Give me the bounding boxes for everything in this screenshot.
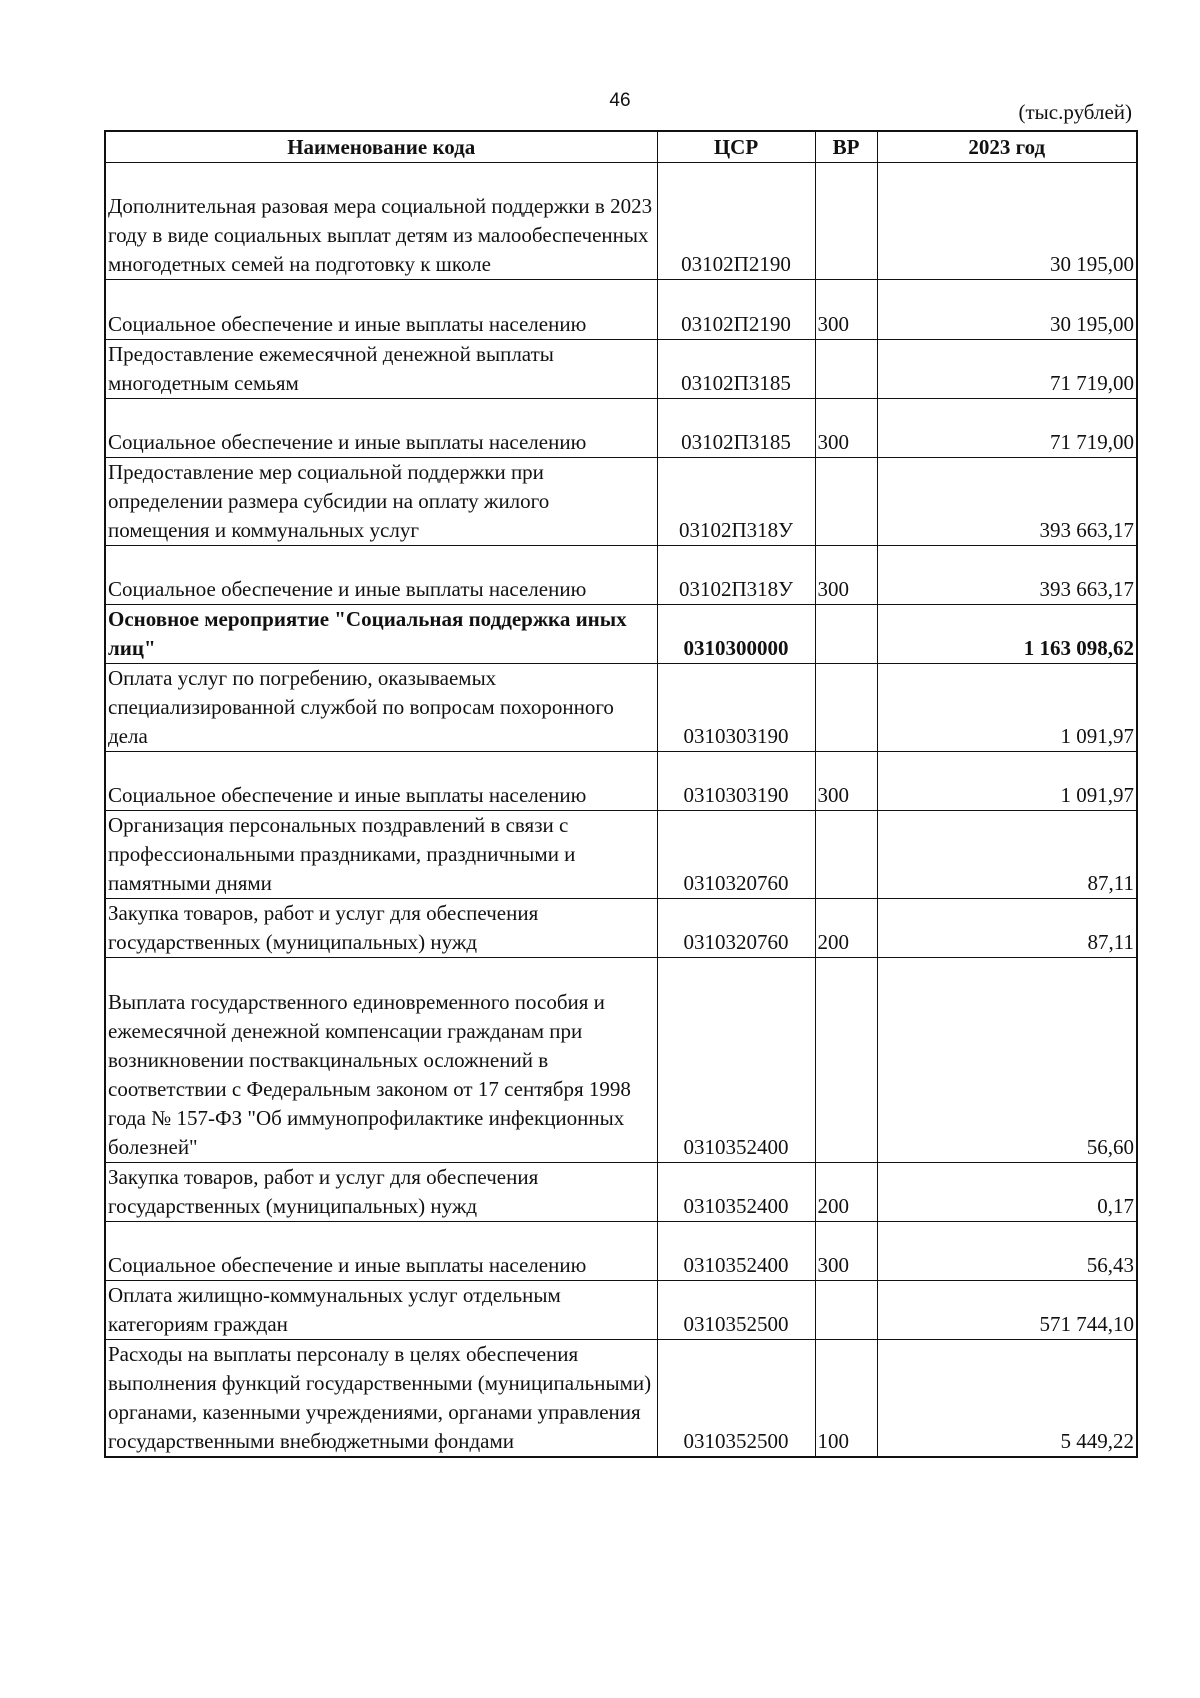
row-csr: 03102П318У	[657, 546, 815, 605]
row-name: Социальное обеспечение и иные выплаты населению	[105, 1222, 657, 1281]
row-amount: 1 091,97	[877, 664, 1137, 752]
row-vr: 300	[815, 1222, 877, 1281]
row-vr: 200	[815, 899, 877, 958]
row-amount: 87,11	[877, 899, 1137, 958]
row-name: Оплата услуг по погребению, оказываемых специализированной службой по вопросам похоронного дела	[105, 664, 657, 752]
row-csr: 03102П318У	[657, 458, 815, 546]
row-csr: 0310352400	[657, 1163, 815, 1222]
row-csr: 0310303190	[657, 752, 815, 811]
table-row	[105, 1163, 1137, 1222]
table-row	[105, 399, 1137, 458]
table-header-row	[105, 131, 1137, 163]
row-name: Социальное обеспечение и иные выплаты населению	[105, 546, 657, 605]
table-row	[105, 1281, 1137, 1340]
row-amount: 1 091,97	[877, 752, 1137, 811]
header-amount: 2023 год	[877, 131, 1137, 163]
row-csr: 03102П2190	[657, 280, 815, 340]
table-row	[105, 752, 1137, 811]
table-row	[105, 546, 1137, 605]
row-csr: 0310320760	[657, 811, 815, 899]
row-csr: 0310352500	[657, 1281, 815, 1340]
table-row	[105, 605, 1137, 664]
row-name: Социальное обеспечение и иные выплаты населению	[105, 752, 657, 811]
row-vr	[815, 163, 877, 280]
row-name: Предоставление ежемесячной денежной выплаты многодетным семьям	[105, 340, 657, 399]
table-row	[105, 340, 1137, 399]
row-name: Основное мероприятие "Социальная поддержка иных лиц"	[105, 605, 657, 664]
row-name: Предоставление мер социальной поддержки при определении размера субсидии на оплату жилого помещения и коммунальных услуг	[105, 458, 657, 546]
row-csr: 03102П3185	[657, 399, 815, 458]
row-csr: 0310300000	[657, 605, 815, 664]
row-amount: 571 744,10	[877, 1281, 1137, 1340]
row-csr: 0310303190	[657, 664, 815, 752]
row-amount: 56,60	[877, 958, 1137, 1163]
budget-table	[104, 130, 1138, 1458]
row-name: Оплата жилищно-коммунальных услуг отдельным категориям граждан	[105, 1281, 657, 1340]
row-vr	[815, 1281, 877, 1340]
row-csr: 0310352500	[657, 1340, 815, 1458]
table-row	[105, 899, 1137, 958]
row-vr	[815, 605, 877, 664]
row-csr: 0310352400	[657, 1222, 815, 1281]
header-name: Наименование кода	[105, 131, 657, 163]
row-vr	[815, 340, 877, 399]
row-name: Расходы на выплаты персоналу в целях обеспечения выполнения функций государственными (муниципальными) органами, казенными учреждениями, органами управления государственными внебюджетными фондами	[105, 1340, 657, 1458]
row-csr: 03102П3185	[657, 340, 815, 399]
row-vr	[815, 458, 877, 546]
page-number: 46	[609, 90, 631, 111]
row-amount: 30 195,00	[877, 163, 1137, 280]
table-row	[105, 1222, 1137, 1281]
row-vr: 100	[815, 1340, 877, 1458]
row-vr: 300	[815, 399, 877, 458]
units-label: (тыс.рублей)	[1018, 100, 1132, 124]
row-amount: 1 163 098,62	[877, 605, 1137, 664]
row-amount: 71 719,00	[877, 399, 1137, 458]
row-name: Закупка товаров, работ и услуг для обеспечения государственных (муниципальных) нужд	[105, 1163, 657, 1222]
row-vr: 300	[815, 280, 877, 340]
row-amount: 0,17	[877, 1163, 1137, 1222]
row-vr	[815, 811, 877, 899]
row-name: Социальное обеспечение и иные выплаты населению	[105, 399, 657, 458]
row-name: Дополнительная разовая мера социальной поддержки в 2023 году в виде социальных выплат детям из малообеспеченных многодетных семей на подготовку к школе	[105, 163, 657, 280]
row-vr: 200	[815, 1163, 877, 1222]
header-csr: ЦСР	[657, 131, 815, 163]
row-vr	[815, 664, 877, 752]
row-csr: 03102П2190	[657, 163, 815, 280]
row-amount: 87,11	[877, 811, 1137, 899]
row-vr: 300	[815, 546, 877, 605]
row-csr: 0310320760	[657, 899, 815, 958]
row-amount: 393 663,17	[877, 458, 1137, 546]
row-amount: 56,43	[877, 1222, 1137, 1281]
row-amount: 30 195,00	[877, 280, 1137, 340]
row-name: Выплата государственного единовременного пособия и ежемесячной денежной компенсации гражданам при возникновении поствакцинальных осложнений в соответствии с Федеральным законом от 17 сентября 1998 года № 157-ФЗ "Об иммунопрофилактике инфекционных болезней"	[105, 958, 657, 1163]
row-amount: 5 449,22	[877, 1340, 1137, 1458]
table-row	[105, 1340, 1137, 1458]
row-vr: 300	[815, 752, 877, 811]
table-row	[105, 280, 1137, 340]
row-csr: 0310352400	[657, 958, 815, 1163]
table-row	[105, 458, 1137, 546]
table-row	[105, 163, 1137, 280]
row-name: Социальное обеспечение и иные выплаты населению	[105, 280, 657, 340]
header-vr: ВР	[815, 131, 877, 163]
table-row	[105, 811, 1137, 899]
row-name: Закупка товаров, работ и услуг для обеспечения государственных (муниципальных) нужд	[105, 899, 657, 958]
row-amount: 393 663,17	[877, 546, 1137, 605]
table-row	[105, 664, 1137, 752]
table-row	[105, 958, 1137, 1163]
row-name: Организация персональных поздравлений в связи с профессиональными праздниками, праздничными и памятными днями	[105, 811, 657, 899]
row-amount: 71 719,00	[877, 340, 1137, 399]
row-vr	[815, 958, 877, 1163]
